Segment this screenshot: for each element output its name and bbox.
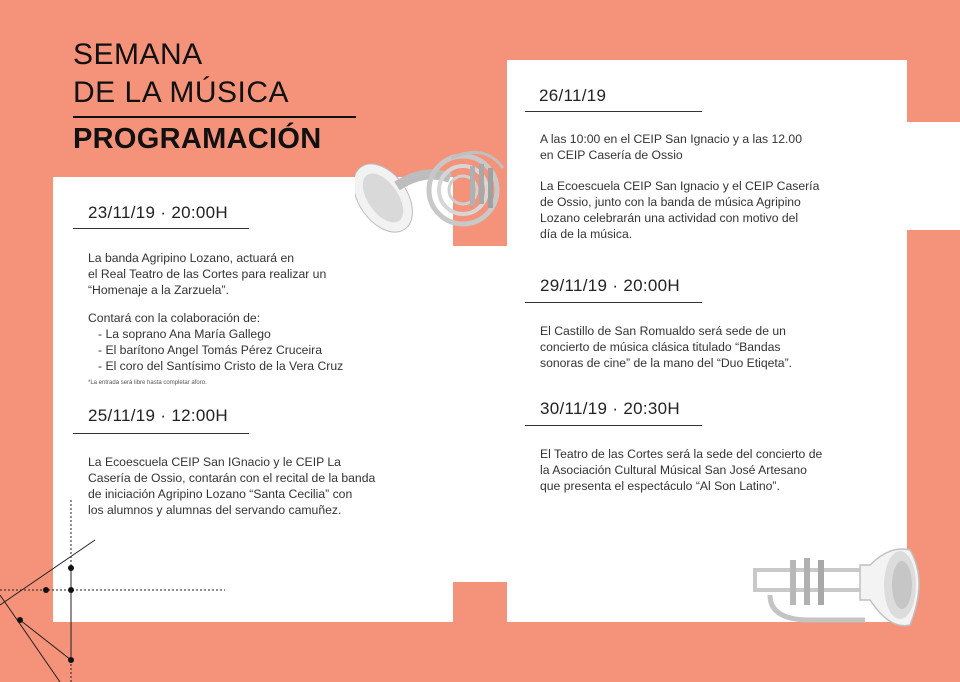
text-line: en CEIP Casería de Ossio (540, 148, 683, 162)
date-underline (525, 425, 702, 426)
event-23-collaborators (88, 310, 343, 374)
event-26-intro (540, 131, 802, 163)
event-30-description (540, 446, 822, 494)
date-underline (73, 433, 249, 434)
text-line: Casería de Ossio, contarán con el recital de la banda (88, 471, 376, 485)
text-line: “Homenaje a la Zarzuela”. (88, 283, 229, 297)
text-line: concierto de música clásica titulado “Bandas (540, 340, 781, 354)
right-edge-panel (907, 122, 960, 230)
text-line: El Teatro de las Cortes será la sede del concierto de (540, 447, 823, 461)
list-item: - El barítono Angel Tomás Pérez Cruceira (98, 343, 322, 357)
title-programacion: PROGRAMACIÓN (73, 123, 322, 155)
text-line: la Asociación Cultural Músical San José Artesano (540, 463, 807, 477)
title-line-1: SEMANA (73, 38, 203, 71)
line-network-decoration (0, 500, 230, 682)
text-line: La Ecoescuela CEIP San IGnacio y le CEIP La (88, 455, 341, 469)
event-29-description (540, 323, 792, 371)
text-line: día de la música. (540, 227, 633, 241)
text-line: de iniciación Agripino Lozano “Santa Cecilia” con (88, 487, 353, 501)
entry-note: *La entrada será libre hasta completar aforo. (88, 380, 207, 386)
event-date-30: 30/11/19 · 20:30H (540, 399, 680, 418)
text-line: de Ossio, junto con la banda de música Agripino (540, 195, 801, 209)
text-line: que presenta el espectáculo “Al Son Latino”. (540, 479, 780, 493)
event-date-23: 23/11/19 · 20:00H (88, 203, 228, 222)
text-line: el Real Teatro de las Cortes para realizar un (88, 267, 327, 281)
text-line: los alumnos y alumnas del servando camuñez. (88, 503, 342, 517)
trumpet-icon (750, 540, 925, 640)
text-line: La banda Agripino Lozano, actuará en (88, 251, 294, 265)
text-line: Contará con la colaboración de: (88, 311, 261, 325)
title-divider (73, 116, 356, 118)
event-26-description (540, 178, 819, 242)
title-line-2: DE LA MÚSICA (73, 76, 290, 109)
event-23-description (88, 250, 326, 298)
event-date-29: 29/11/19 · 20:00H (540, 276, 680, 295)
date-underline (525, 111, 702, 112)
poster-title (73, 36, 356, 156)
date-underline (73, 228, 249, 229)
text-line: El Castillo de San Romualdo será sede de un (540, 324, 786, 338)
list-item: - La soprano Ana María Gallego (98, 327, 271, 341)
french-horn-icon (355, 138, 520, 253)
text-line: A las 10:00 en el CEIP San Ignacio y a las 12.00 (540, 132, 802, 146)
center-connector-panel (453, 246, 507, 582)
text-line: sonoras de cine” de la mano del “Duo Etiqeta”. (540, 356, 793, 370)
text-line: La Ecoescuela CEIP San Ignacio y el CEIP Casería (540, 179, 820, 193)
event-date-26: 26/11/19 (539, 86, 607, 105)
text-line: Lozano celebrarán una actividad con motivo del (540, 211, 799, 225)
event-date-25: 25/11/19 · 12:00H (88, 406, 228, 425)
date-underline (525, 302, 702, 303)
list-item: - El coro del Santísimo Cristo de la Vera Cruz (98, 359, 344, 373)
